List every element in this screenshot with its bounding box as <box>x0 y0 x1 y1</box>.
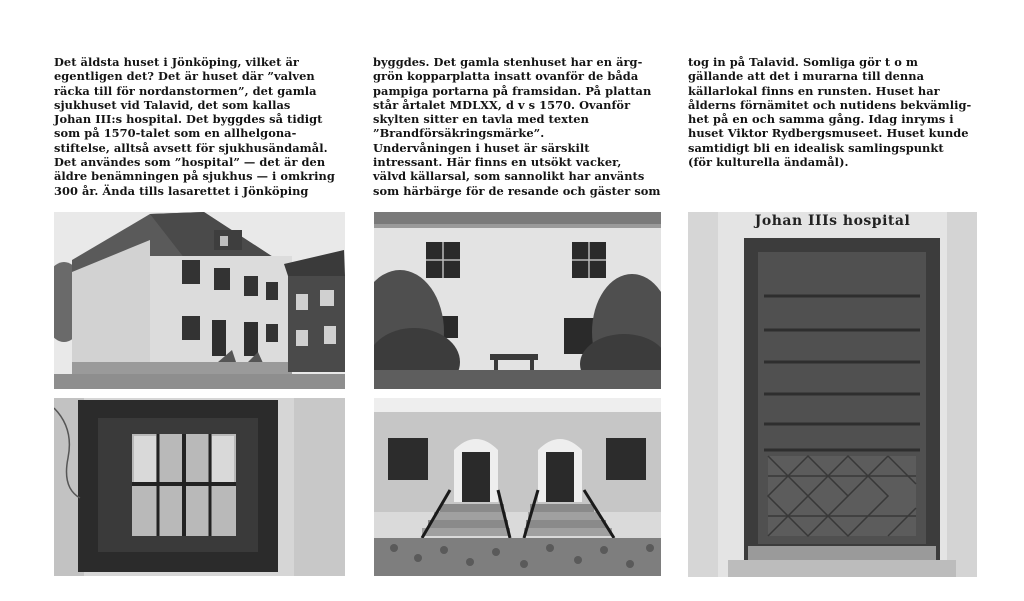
photo-door-sign <box>688 212 977 577</box>
text-line: Det äldsta huset i Jönköping, vilket är <box>54 55 299 69</box>
text-line: Det användes som ”hospital” — det är den <box>54 155 326 170</box>
text-line: samtidigt bli en idealisk samlingspunkt <box>688 140 944 155</box>
text-line: tog in på Talavid. Somliga gör t o m <box>688 55 919 69</box>
text-line: skylten sitter en tavla med texten <box>373 112 589 127</box>
text-line: huset Viktor Rydbergsmuseet. Huset kunde <box>688 126 969 141</box>
text-line: Undervåningen i huset är särskilt <box>373 140 590 155</box>
text-line: källarlokal finns en runsten. Huset har <box>688 83 940 98</box>
photo-entrance-stairs <box>374 398 661 576</box>
text-line: står årtalet MDLXX, d v s 1570. Ovanför <box>373 97 631 112</box>
text-line: stiftelse, alltså avsett för sjukhusändamål. <box>54 140 328 155</box>
text-line: ålderns förnämitet och nutidens bekvämlig- <box>688 97 972 112</box>
text-line: grön kopparplatta insatt ovanför de båda <box>373 69 639 84</box>
text-line: het på en och samma gång. Idag inryms i <box>688 112 954 127</box>
photo-house-facade <box>374 212 661 389</box>
text-line: som härbärge för de resande och gäster som <box>373 183 661 198</box>
photo-house-exterior <box>54 212 345 389</box>
text-column-2 <box>373 55 673 198</box>
text-line: räcka till för nordanstormen”, det gamla <box>54 83 317 98</box>
text-line: sjukhuset vid Talavid, det som kallas <box>54 97 291 112</box>
text-line: välvd källarsal, som sannolikt har använts <box>373 169 645 184</box>
text-line: Johan III:s hospital. Det byggdes så tidigt <box>54 112 323 127</box>
text-line: pampiga portarna på framsidan. På plattan <box>373 83 652 98</box>
text-line: byggdes. Det gamla stenhuset har en ärg- <box>373 55 643 69</box>
text-column-1 <box>54 55 354 198</box>
text-line: (för kulturella ändamål). <box>688 155 849 170</box>
door-sign-text: Johan IIIs hospital <box>754 213 911 229</box>
text-line: gällande att det i murarna till denna <box>688 69 924 84</box>
text-line: 300 år. Ända tills lasarettet i Jönköping <box>54 183 309 198</box>
text-line: egentligen det? Det är huset där ”valven <box>54 69 315 84</box>
text-column-3 <box>688 55 988 169</box>
photo-window <box>54 398 345 576</box>
text-line: intressant. Här finns en utsökt vacker, <box>373 155 622 170</box>
text-line: äldre benämningen på sjukhus — i omkring <box>54 169 335 184</box>
text-line: ”Brandförsäkringsmärke”. <box>373 126 545 141</box>
text-line: som på 1570-talet som en allhelgona- <box>54 126 297 141</box>
